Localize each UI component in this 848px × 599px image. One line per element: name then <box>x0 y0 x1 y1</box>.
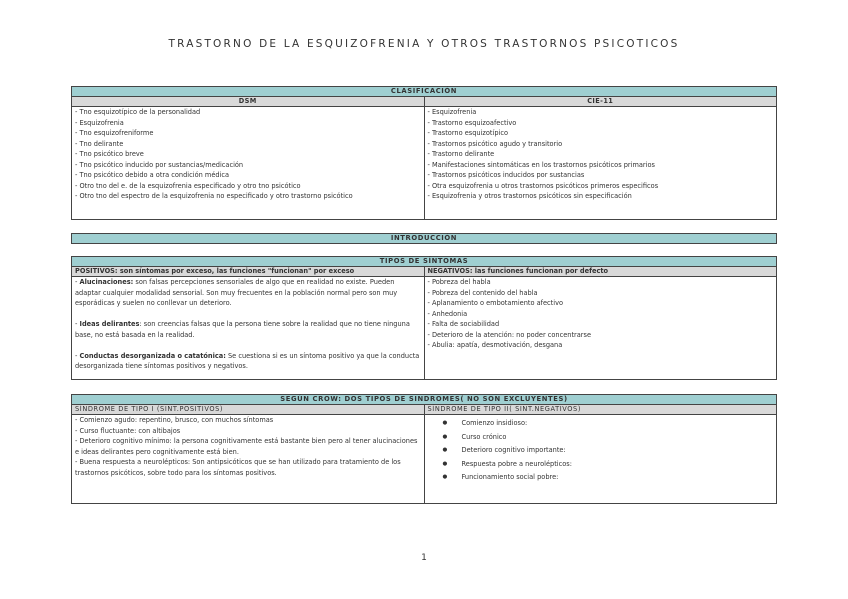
list-item-term: Conductas desorganizada o catatónica: <box>79 351 226 360</box>
tipos-header: TIPOS DE SÍNTOMAS <box>72 257 777 267</box>
list-item: ● Comienzo insidioso: <box>462 417 774 431</box>
list-item: - Curso fluctuante: con altibajos <box>75 426 181 435</box>
tipos-sintomas-table <box>71 256 777 380</box>
list-item: ● Curso crónico <box>462 431 774 445</box>
cie-list <box>424 107 777 220</box>
list-item: - Aplanamiento o embotamiento afectivo <box>427 299 564 307</box>
negativos-list <box>424 277 777 380</box>
list-item: - Otra esquizofrenia u otros trastornos psicóticos primeros especificos <box>427 181 659 190</box>
list-item: - Trastorno esquizoafectivo <box>427 118 517 127</box>
crow-header: SEGÚN CROW: DOS TIPOS DE SINDROMES( NO SON EXCLUYENTES) <box>72 395 777 405</box>
clasificacion-table <box>71 86 777 220</box>
list-item: - Tno esquizofreniforme <box>75 129 154 137</box>
list-item: - Otro tno del e. de la esquizofrenia especificado y otro tno psicótico <box>75 181 301 190</box>
list-item: - Esquizofrenia <box>75 118 124 127</box>
list-item: - Trastornos psicótico agudo y transitorio <box>427 139 563 148</box>
list-item-text: : son creencias falsas que la persona tiene sobre la realidad que no tiene ninguna base, no está basada en la realidad. <box>75 320 410 339</box>
dsm-header: DSM <box>72 97 425 107</box>
cie-header: CIE-11 <box>424 97 777 107</box>
list-item: ● Deterioro cognitivo importante: <box>462 444 774 458</box>
list-item: - Conductas desorganizada o catatónica: Se cuestiona si es un síntoma positivo ya que la conducta desorganizada tiene síntomas positivos y negativos. <box>75 351 420 370</box>
list-item-term: Ideas delirantes <box>79 320 140 328</box>
introduccion-header: INTRODUCCIÓN <box>72 234 777 244</box>
list-item: - Trastorno delirante <box>427 150 495 158</box>
list-item: - Tno psicótico inducido por sustancias/medicación <box>75 160 244 169</box>
list-item: - Falta de sociabilidad <box>427 320 500 328</box>
list-item: - Ideas delirantes: son creencias falsas que la persona tiene sobre la realidad que no tiene ninguna base, no está basada en la realidad. <box>75 320 410 339</box>
list-item: - Deterioro cognitivo mínimo: la persona cognitivamente está bastante bien pero al tener alucinaciones e ideas delirantes pero cognitivamente está bien. <box>75 437 420 456</box>
clasificacion-header: CLASIFICACIÓN <box>72 87 777 97</box>
list-item-term: Alucinaciones: <box>79 278 134 286</box>
list-item: - Tno delirante <box>75 139 124 148</box>
tipo1-list <box>72 415 425 504</box>
tipo1-header: SÍNDROME DE TIPO I (SINT.POSITIVOS) <box>72 405 425 415</box>
list-item: ● Funcionamiento social pobre: <box>462 471 774 485</box>
list-item-text: Se cuestiona si es un síntoma positivo ya que la conducta desorganizada tiene síntomas positivos y negativos. <box>75 351 420 370</box>
list-item: - Tno psicótico breve <box>75 150 144 158</box>
list-item: - Anhedonia <box>427 309 468 318</box>
list-item: - Alucinaciones: son falsas percepciones sensoriales de algo que en realidad no existe. Pueden adaptar cualquier modalidad sensorial. Son muy frecuentes en la población normal pero son muy esporádicas y suelen no conllevar un deterioro. <box>75 278 398 307</box>
list-item: - Esquizofrenia <box>427 108 477 116</box>
list-item: - Pobreza del contenido del habla <box>427 288 538 297</box>
list-item: - Esquizofrenia y otros trastornos psicóticos sin especificación <box>427 192 632 200</box>
tipo2-header: SÍNDROME DE TIPO II( SINT.NEGATIVOS) <box>424 405 777 415</box>
list-item: - Tno esquizotípico de la personalidad <box>75 108 201 116</box>
positivos-list <box>72 277 425 380</box>
list-item: - Manifestaciones sintomáticas en los trastornos psicóticos primarios <box>427 160 655 169</box>
list-item: ● Respuesta pobre a neurolépticos: <box>462 458 774 472</box>
list-item: - Buena respuesta a neurolépticos: Son antipsicóticos que se han utilizado para tratamiento de los trastornos psicóticos, sobre todo para los síntomas positivos. <box>75 458 403 477</box>
list-item: - Comienzo agudo: repentino, brusco, con muchos síntomas <box>75 416 274 424</box>
page-title: TRASTORNO DE LA ESQUIZOFRENIA Y OTROS TRASTORNOS PSICOTICOS <box>168 38 680 50</box>
list-item: - Deterioro de la atención: no poder concentrarse <box>427 330 591 339</box>
list-item: - Pobreza del habla <box>427 278 491 286</box>
list-item-text: son falsas percepciones sensoriales de algo que en realidad no existe. Pueden adaptar cualquier modalidad sensorial. Son muy frecuentes en la población normal pero son muy esporádicas y suelen no conllevar un deterioro. <box>75 278 398 307</box>
list-item: - Otro tno del espectro de la esquizofrenia no especificado y otro trastorno psicótico <box>75 192 353 200</box>
tipo2-list <box>424 415 777 504</box>
positivos-header: POSITIVOS: son síntomas por exceso, las funciones "funcionan" por exceso <box>72 267 425 277</box>
crow-table <box>71 394 777 504</box>
dsm-list <box>72 107 425 220</box>
negativos-header: NEGATIVOS: las funciones funcionan por defecto <box>424 267 777 277</box>
list-item: - Tno psicótico debido a otra condición médica <box>75 171 230 179</box>
page-number: 1 <box>421 553 427 563</box>
list-item: - Trastorno esquizotípico <box>427 129 509 137</box>
introduccion-table <box>71 233 777 244</box>
list-item: - Trastornos psicóticos inducidos por sustancias <box>427 171 585 179</box>
list-item: - Abulia: apatía, desmotivación, desgana <box>427 341 563 349</box>
